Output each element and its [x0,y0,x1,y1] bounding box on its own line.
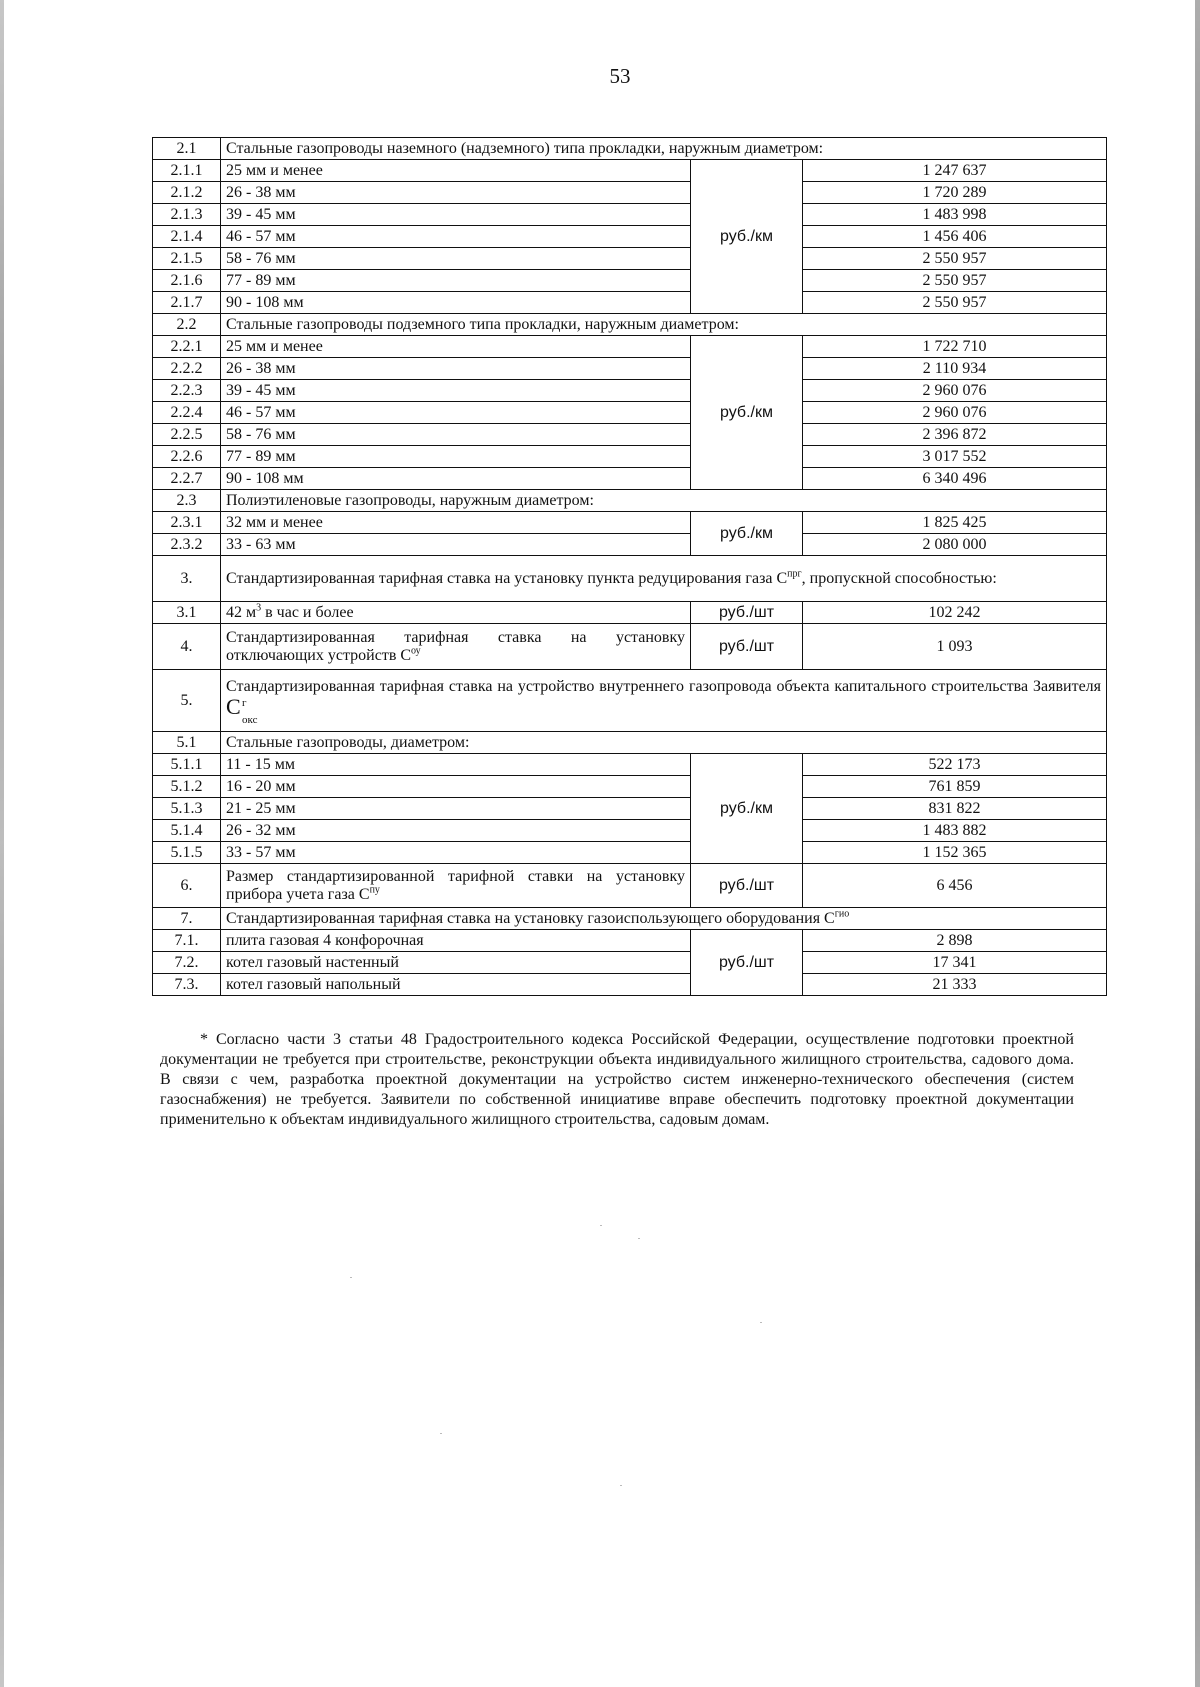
table-row [153,864,1107,908]
formula-symbol [226,693,270,726]
row-number: 5.1.1 [153,754,221,776]
footnote [160,1030,1074,1130]
row-value: 831 822 [803,798,1107,820]
row-value: 2 550 957 [803,270,1107,292]
row-label: 33 - 63 мм [221,534,691,556]
row-number: 2.1.2 [153,182,221,204]
row-label: 21 - 25 мм [221,798,691,820]
table-row [153,204,1107,226]
row-label-tail: в час и более [261,603,354,621]
unit-cell: руб./шт [691,602,803,624]
section-title: Стальные газопроводы наземного (надземного) типа прокладки, наружным диаметром: [221,138,1107,160]
row-number: 2.1.7 [153,292,221,314]
table-row [153,248,1107,270]
section-title: Стальные газопроводы подземного типа прокладки, наружным диаметром: [221,314,1107,336]
page-number: 53 [609,64,631,88]
row-value: 6 456 [803,864,1107,908]
row-label: 33 - 57 мм [221,842,691,864]
table-row [153,534,1107,556]
row-number: 2.1.6 [153,270,221,292]
row-label: 58 - 76 мм [221,248,691,270]
unit-cell: руб./км [691,754,803,864]
row-value: 3 017 552 [803,446,1107,468]
table-row [153,380,1107,402]
row-label: 26 - 38 мм [221,182,691,204]
unit-cell: руб./км [691,512,803,556]
row-label: 58 - 76 мм [221,424,691,446]
table-row [153,908,1107,930]
row-number: 2.2.3 [153,380,221,402]
row-value: 1 722 710 [803,336,1107,358]
footnote-text: * Согласно части 3 статьи 48 Градостроительного кодекса Российской Федерации, осуществление подготовки проектной документации не требуется при строительстве, реконструкции объекта индивидуального жилищного строительства, садового дома. В связи с чем, разработка проектной документации на устройство систем инженерно-технического обеспечения (систем газоснабжения) не требуется. Заявители по собственной инициативе вправе обеспечить подготовку проектной документации применительно к объектам индивидуального жилищного строительства, садовым домам. [160,1031,1074,1128]
section-title-text: Стандартизированная тарифная ставка на установку пункта редуцирования газа С [226,569,788,587]
row-label: плита газовая 4 конфорочная [221,930,691,952]
row-value: 1 720 289 [803,182,1107,204]
row-label: 26 - 38 мм [221,358,691,380]
table-row [153,512,1107,534]
row-label: 32 мм и менее [221,512,691,534]
row-number: 2.1.1 [153,160,221,182]
table-row [153,336,1107,358]
unit-cell: руб./км [691,336,803,490]
section-title-text: Стандартизированная тарифная ставка на устройство внутреннего газопровода объекта капитального строительства Заявителя [226,677,1102,695]
row-value: 522 173 [803,754,1107,776]
row-number: 7.2. [153,952,221,974]
row-label-text: 42 м [226,603,257,621]
table-row [153,490,1107,512]
row-value: 21 333 [803,974,1107,996]
row-value: 2 960 076 [803,402,1107,424]
row-number: 2.2.1 [153,336,221,358]
symbol-superscript: пу [369,884,380,896]
row-number: 5.1.5 [153,842,221,864]
row-label [221,602,691,624]
row-label: котел газовый настенный [221,952,691,974]
row-value: 102 242 [803,602,1107,624]
unit-superscript: 3 [256,602,262,614]
unit-cell: руб./км [691,160,803,314]
formula-symbol-letter: С [226,693,241,719]
formula-symbol-subscript: окс [242,713,258,726]
row-label: 26 - 32 мм [221,820,691,842]
row-number: 2.3.2 [153,534,221,556]
section-number: 3. [153,556,221,602]
table-row [153,160,1107,182]
section-title [221,670,1107,732]
row-number: 2.1.3 [153,204,221,226]
table-row [153,602,1107,624]
table-row [153,754,1107,776]
row-label: 16 - 20 мм [221,776,691,798]
table-row [153,820,1107,842]
formula-symbol-superscript: г [242,696,247,709]
row-label: 77 - 89 мм [221,446,691,468]
row-label: 39 - 45 мм [221,380,691,402]
section-title [221,908,1107,930]
row-number: 5.1.2 [153,776,221,798]
section-number: 7. [153,908,221,930]
row-number: 2.1.4 [153,226,221,248]
row-value: 1 152 365 [803,842,1107,864]
row-label: 39 - 45 мм [221,204,691,226]
row-number: 2.2.4 [153,402,221,424]
row-value: 2 898 [803,930,1107,952]
unit-cell: руб./шт [691,930,803,996]
row-value: 2 960 076 [803,380,1107,402]
section-number: 4. [153,624,221,670]
symbol-superscript: оу [411,645,421,657]
section-title [221,556,1107,602]
row-label: 90 - 108 мм [221,292,691,314]
unit-cell: руб./шт [691,624,803,670]
row-value: 761 859 [803,776,1107,798]
scan-edge-right [1195,0,1200,1687]
row-number: 2.1.5 [153,248,221,270]
row-label: 25 мм и менее [221,336,691,358]
table-row [153,624,1107,670]
table-row [153,270,1107,292]
row-number: 3.1 [153,602,221,624]
unit-cell: руб./шт [691,864,803,908]
section-title-tail: , пропускной способностью: [801,569,997,587]
table-row [153,226,1107,248]
row-label: котел газовый напольный [221,974,691,996]
section-title: Полиэтиленовые газопроводы, наружным диаметром: [221,490,1107,512]
table-row [153,670,1107,732]
row-value: 2 110 934 [803,358,1107,380]
table-row [153,292,1107,314]
row-label: 11 - 15 мм [221,754,691,776]
section-title [221,864,691,908]
row-label: 90 - 108 мм [221,468,691,490]
row-value: 1 247 637 [803,160,1107,182]
table-row [153,314,1107,336]
section-title [221,624,691,670]
row-value: 2 550 957 [803,248,1107,270]
table-row [153,424,1107,446]
row-number: 2.2.7 [153,468,221,490]
table-row [153,138,1107,160]
row-value: 2 080 000 [803,534,1107,556]
row-value: 2 396 872 [803,424,1107,446]
table-row [153,798,1107,820]
section-number: 2.2 [153,314,221,336]
row-value: 1 456 406 [803,226,1107,248]
tariff-table [152,137,1107,996]
table-row [153,468,1107,490]
row-number: 2.3.1 [153,512,221,534]
section-number: 6. [153,864,221,908]
table-row [153,974,1107,996]
table-row [153,842,1107,864]
section-title: Стальные газопроводы, диаметром: [221,732,1107,754]
section-number: 2.3 [153,490,221,512]
section-number: 2.1 [153,138,221,160]
section-number: 5.1 [153,732,221,754]
row-value: 2 550 957 [803,292,1107,314]
table-row [153,952,1107,974]
row-number: 5.1.3 [153,798,221,820]
row-value: 1 483 998 [803,204,1107,226]
section-title-text: Стандартизированная тарифная ставка на установку газоиспользующего оборудования С [226,909,835,927]
row-number: 7.1. [153,930,221,952]
scan-edge-left [0,0,4,1687]
section-title-text: Размер стандартизированной тарифной ставки на установку прибора учета газа С [226,867,685,903]
row-number: 2.2.6 [153,446,221,468]
row-number: 7.3. [153,974,221,996]
row-value: 1 093 [803,624,1107,670]
row-label: 77 - 89 мм [221,270,691,292]
row-label: 25 мм и менее [221,160,691,182]
table-row [153,776,1107,798]
row-value: 1 825 425 [803,512,1107,534]
row-value: 17 341 [803,952,1107,974]
symbol-superscript: гио [834,908,850,920]
row-label: 46 - 57 мм [221,402,691,424]
row-value: 1 483 882 [803,820,1107,842]
symbol-superscript: прг [787,568,802,580]
row-number: 2.2.2 [153,358,221,380]
table-row [153,358,1107,380]
row-label: 46 - 57 мм [221,226,691,248]
table-row [153,556,1107,602]
section-title-text: Стандартизированная тарифная ставка на установку отключающих устройств С [226,628,685,664]
row-number: 2.2.5 [153,424,221,446]
table-row [153,446,1107,468]
row-number: 5.1.4 [153,820,221,842]
row-value: 6 340 496 [803,468,1107,490]
table-row [153,732,1107,754]
table-row [153,402,1107,424]
section-number: 5. [153,670,221,732]
table-row [153,930,1107,952]
table-row [153,182,1107,204]
